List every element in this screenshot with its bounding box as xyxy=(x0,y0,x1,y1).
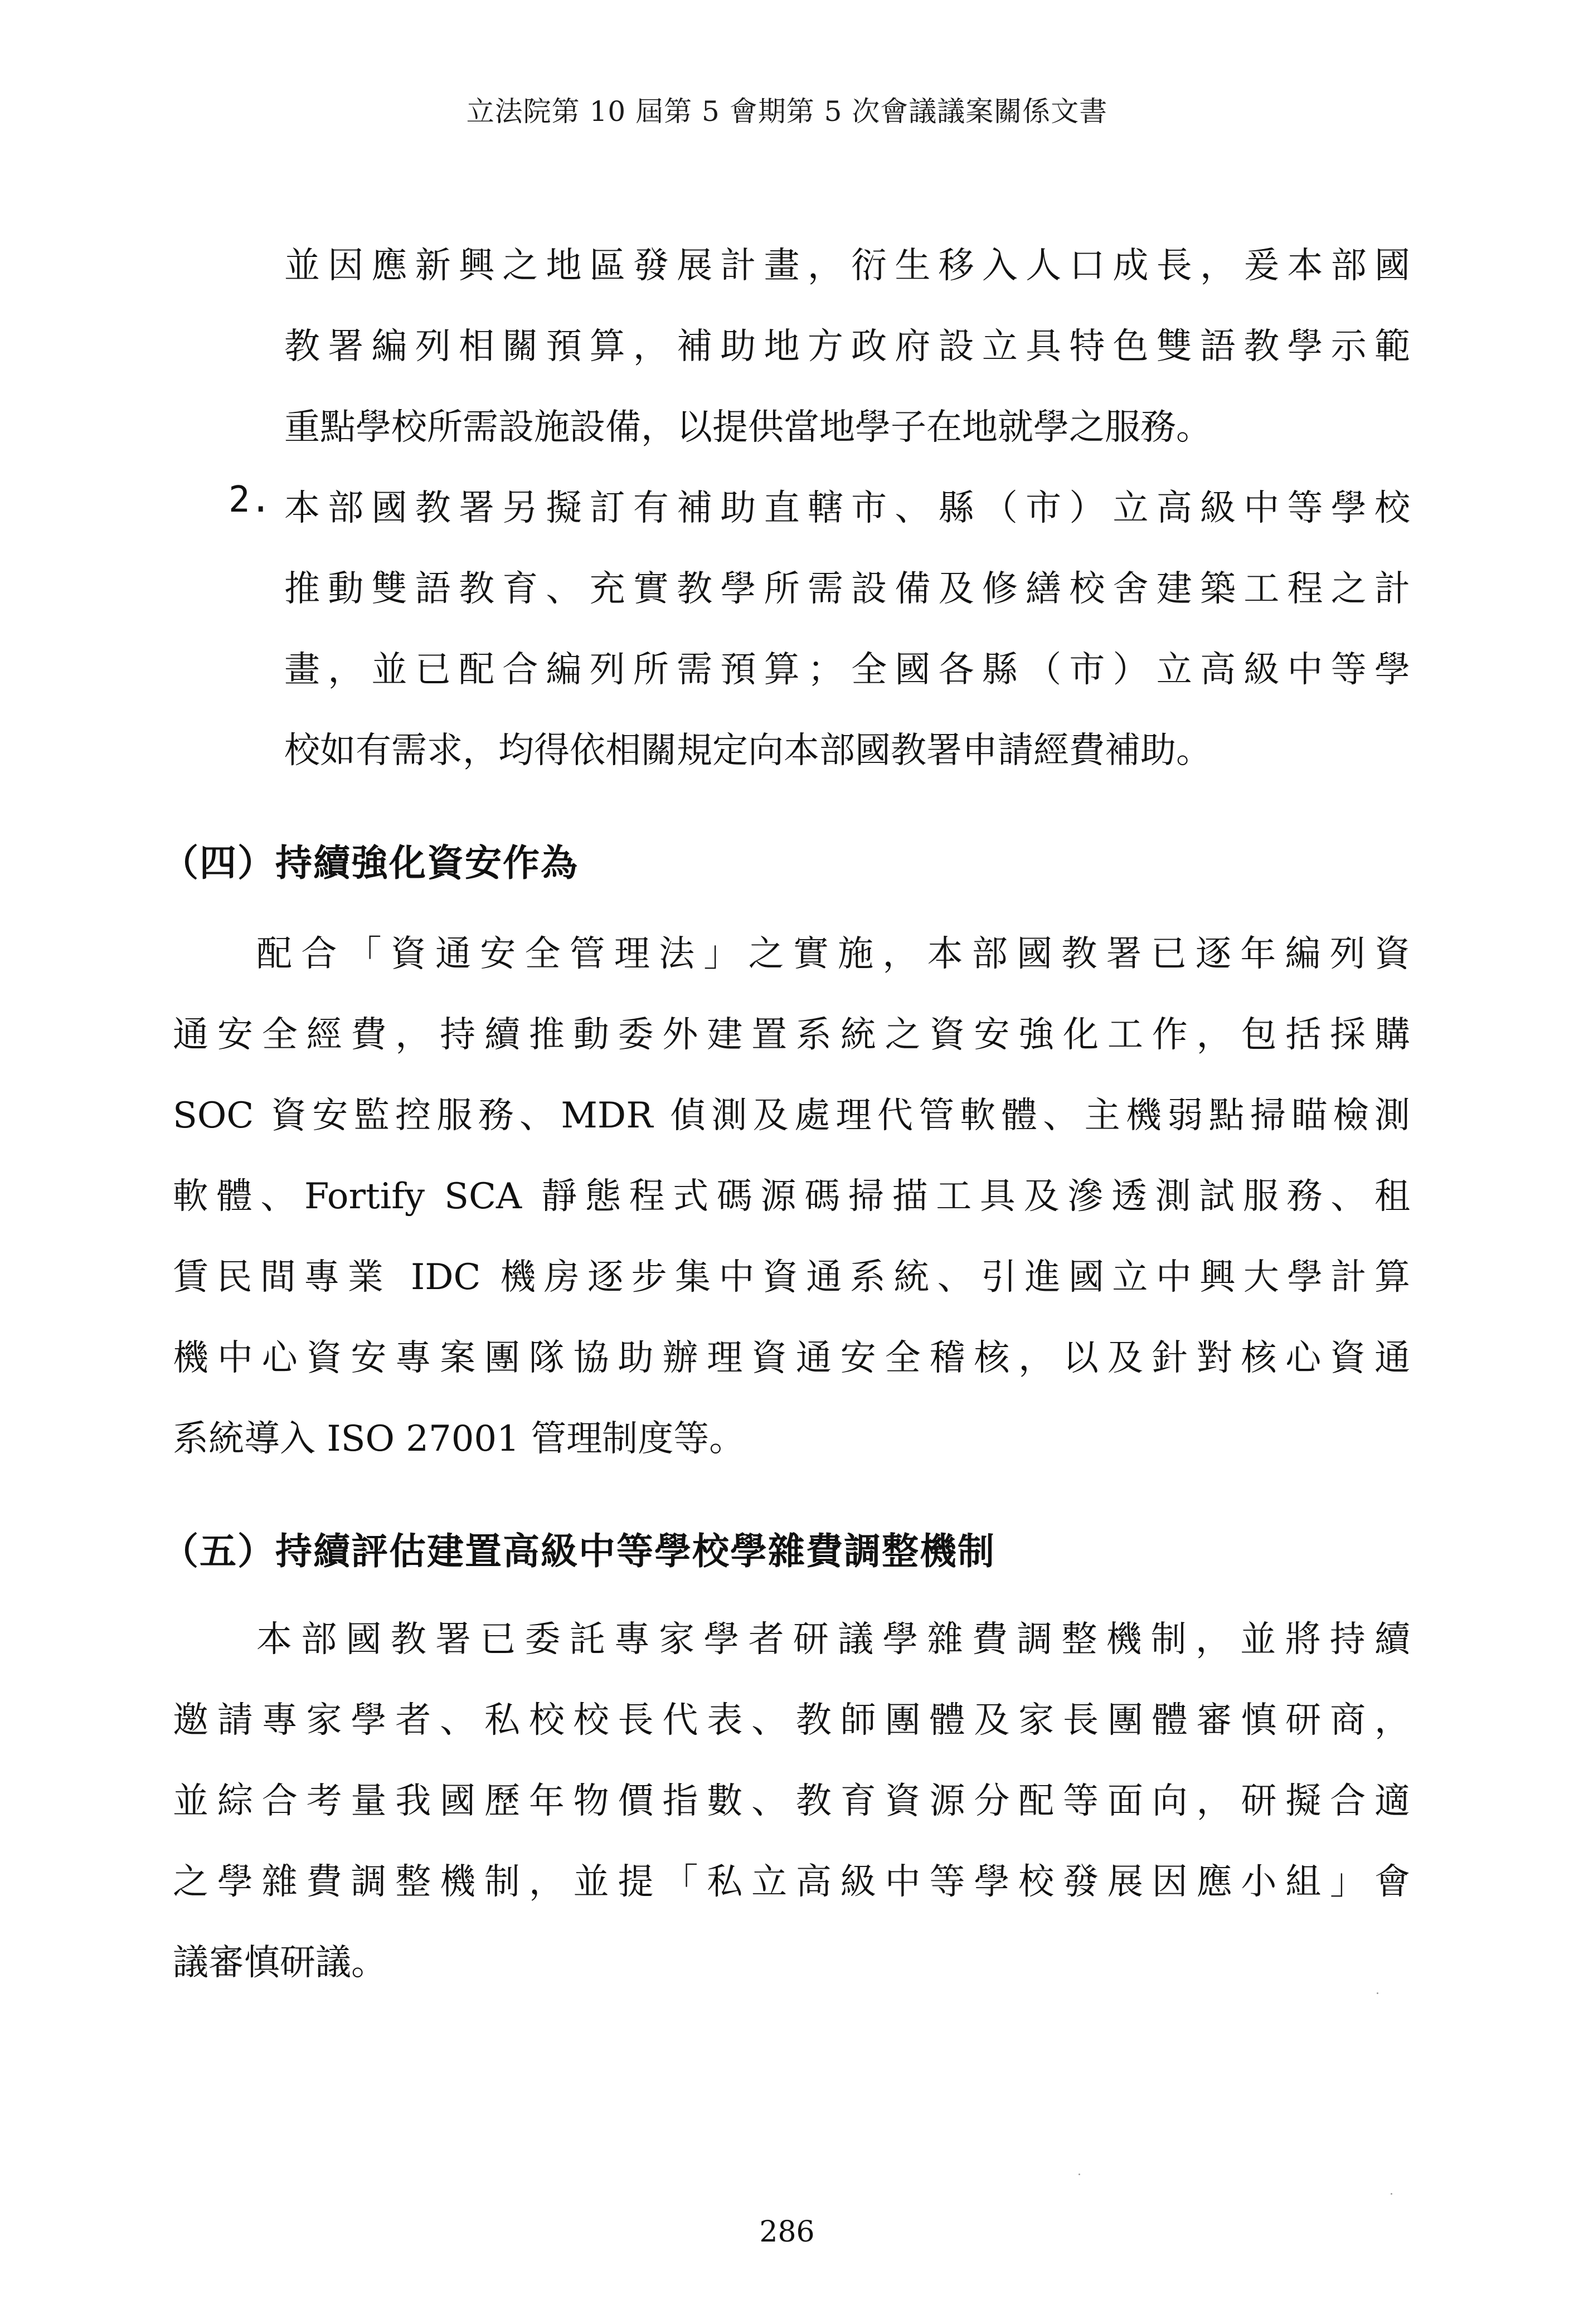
paragraph-line: 之學雜費調整機制，並提「私立高級中等學校發展因應小組」會 xyxy=(173,1861,1410,1903)
paragraph-line: 配合「資通安全管理法」之實施，本部國教署已逐年編列資 xyxy=(256,934,1410,975)
paragraph-line: 教署編列相關預算，補助地方政府設立具特色雙語教學示範 xyxy=(284,326,1410,367)
paragraph-line: 軟體、Fortify SCA 靜態程式碼源碼掃描工具及滲透測試服務、租 xyxy=(173,1176,1410,1217)
list-item-line: 校如有需求，均得依相關規定向本部國教署申請經費補助。 xyxy=(284,730,1212,771)
paragraph-line: 重點學校所需設施設備，以提供當地學子在地就學之服務。 xyxy=(284,407,1212,448)
paragraph-line: 機中心資安專案團隊協助辦理資通安全稽核，以及針對核心資通 xyxy=(173,1338,1410,1379)
paragraph-line: 本部國教署已委託專家學者研議學雜費調整機制，並將持續 xyxy=(256,1619,1410,1660)
scan-speck xyxy=(1377,1992,1378,1994)
paragraph-line: 並因應新興之地區發展計畫，衍生移入人口成長，爰本部國 xyxy=(284,245,1410,286)
list-item-number: 2. xyxy=(229,479,272,521)
list-item-line: 推動雙語教育、充實教學所需設備及修繕校舍建築工程之計 xyxy=(284,568,1410,610)
paragraph-line: 議審慎研議。 xyxy=(173,1942,387,1983)
paragraph-line: 通安全經費，持續推動委外建置系統之資安強化工作，包括採購 xyxy=(173,1014,1410,1056)
list-item-line: 本部國教署另擬訂有補助直轄市、縣（市）立高級中等學校 xyxy=(284,488,1410,529)
paragraph-line: 並綜合考量我國歷年物價指數、教育資源分配等面向，研擬合適 xyxy=(173,1781,1410,1822)
running-header: 立法院第 10 屆第 5 會期第 5 次會議議案關係文書 xyxy=(466,95,1108,128)
paragraph-line: 邀請專家學者、私校校長代表、教師團體及家長團體審慎研商， xyxy=(173,1700,1410,1741)
scan-speck xyxy=(1079,2174,1080,2175)
paragraph-line: 系統導入 ISO 27001 管理制度等。 xyxy=(173,1418,745,1460)
scan-speck xyxy=(1391,2193,1392,2195)
paragraph-line: 賃民間專業 IDC 機房逐步集中資通系統、引進國立中興大學計算 xyxy=(173,1257,1410,1298)
list-item-line: 畫，並已配合編列所需預算；全國各縣（市）立高級中等學 xyxy=(284,649,1410,691)
section-heading: （四）持續強化資安作為 xyxy=(162,842,579,884)
page-number: 286 xyxy=(759,2215,815,2249)
section-heading: （五）持續評估建置高級中等學校學雜費調整機制 xyxy=(162,1530,995,1573)
paragraph-line: SOC 資安監控服務、MDR 偵測及處理代管軟體、主機弱點掃瞄檢測 xyxy=(173,1095,1410,1136)
